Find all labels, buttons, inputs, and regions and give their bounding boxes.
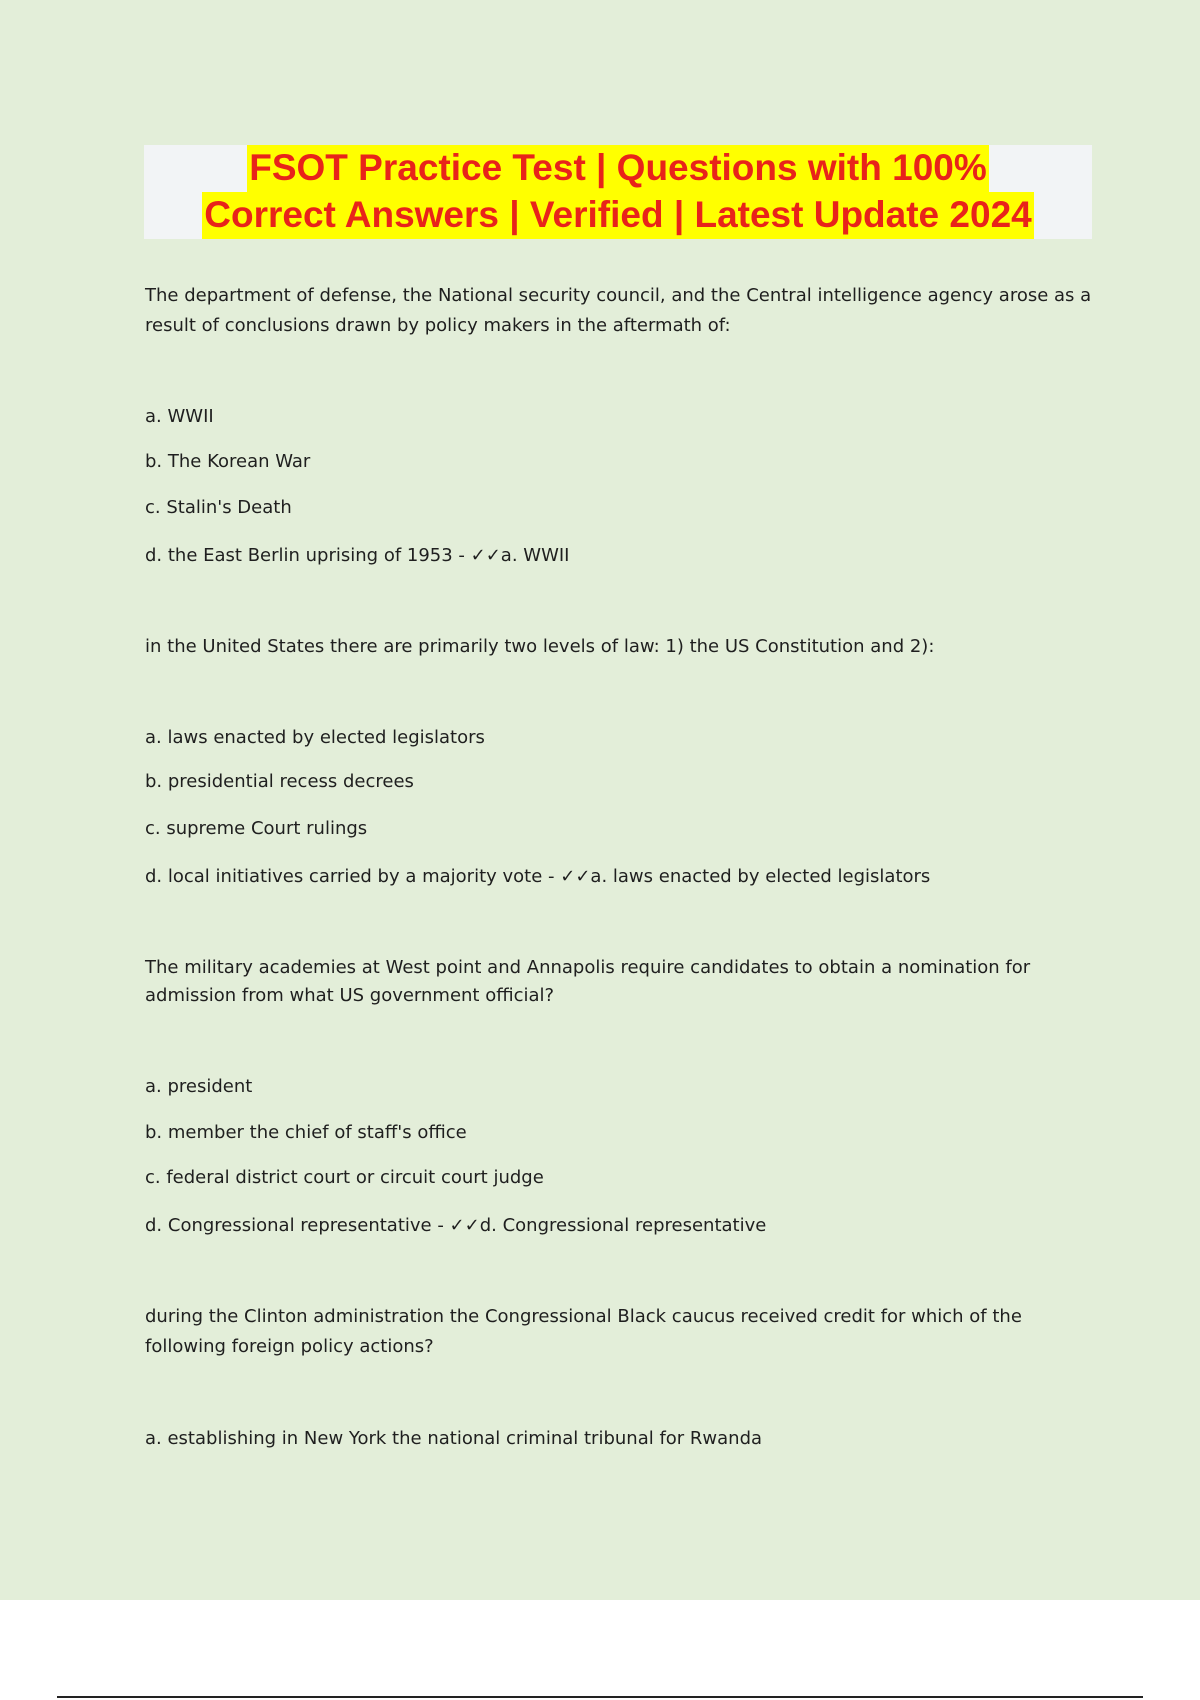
question-3-option-b: b. member the chief of staff's office	[145, 1122, 467, 1143]
question-3-option-a: a. president	[145, 1076, 253, 1097]
question-3-prompt-line-1: The military academies at West point and Annapolis require candidates to obtain a nomination for	[145, 957, 1031, 978]
question-1-option-c: c. Stalin's Death	[145, 497, 292, 518]
question-4-prompt-line-1: during the Clinton administration the Congressional Black caucus received credit for which of the	[145, 1306, 1022, 1327]
footer-divider	[57, 1696, 1143, 1698]
question-2-option-a: a. laws enacted by elected legislators	[145, 727, 485, 748]
question-2-option-d-answer: d. local initiatives carried by a majority vote - ✓✓a. laws enacted by elected legislators	[145, 866, 931, 887]
question-1-option-d-answer: d. the East Berlin uprising of 1953 - ✓✓a. WWII	[145, 545, 570, 566]
question-1-prompt-line-1: The department of defense, the National security council, and the Central intelligence agency arose as a	[145, 285, 1092, 306]
question-2-prompt-line-1: in the United States there are primarily two levels of law: 1) the US Constitution and 2):	[145, 636, 935, 657]
question-1-option-a: a. WWII	[145, 406, 214, 427]
title-line-2: Correct Answers | Verified | Latest Update 2024	[202, 192, 1033, 239]
question-3-option-d-answer: d. Congressional representative - ✓✓d. Congressional representative	[145, 1215, 767, 1236]
question-3-option-c: c. federal district court or circuit court judge	[145, 1167, 544, 1188]
question-4-prompt-line-2: following foreign policy actions?	[145, 1336, 434, 1357]
title-line-1: FSOT Practice Test | Questions with 100%	[247, 145, 989, 192]
question-2-option-b: b. presidential recess decrees	[145, 771, 414, 792]
document-title	[144, 145, 1092, 239]
question-3-prompt-line-2: admission from what US government official?	[145, 985, 555, 1006]
question-2-option-c: c. supreme Court rulings	[145, 818, 368, 839]
question-4-option-a: a. establishing in New York the national criminal tribunal for Rwanda	[145, 1428, 763, 1449]
question-1-option-b: b. The Korean War	[145, 451, 311, 472]
question-1-prompt-line-2: result of conclusions drawn by policy makers in the aftermath of:	[145, 315, 731, 336]
